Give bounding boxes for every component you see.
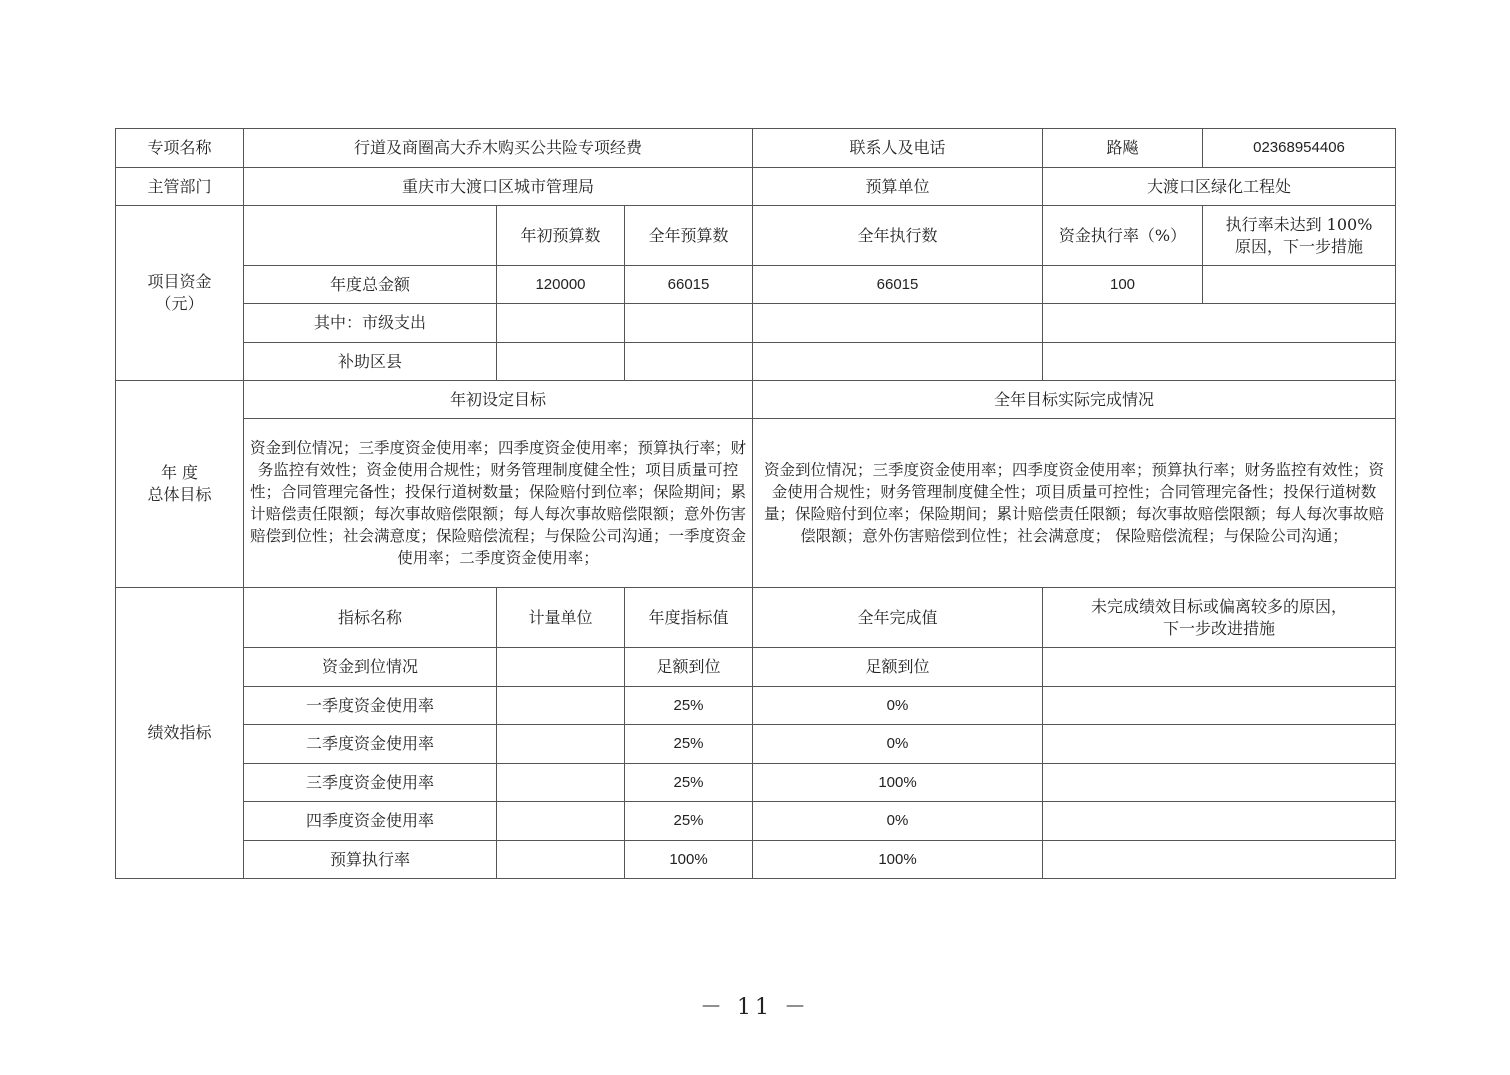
- funds-row-rate: 100: [1043, 266, 1203, 304]
- goals-actual-text: 资金到位情况；三季度资金使用率；四季度资金使用率；预算执行率；财务监控有效性；资金使用合规性；财务管理制度健全性；项目质量可控性；合同管理完备性；投保行道树数量；保险赔付到位率；保险期间；累计赔偿责任限额；每次事故赔偿限额；每人每次事故赔偿限额；意外伤害赔偿到位性；社会满意度； 保险赔偿流程；与保险公司沟通；: [753, 419, 1396, 588]
- goals-actual-header: 全年目标实际完成情况: [753, 381, 1396, 419]
- indicators-col-actual: 全年完成值: [753, 588, 1043, 648]
- indicator-actual: 100%: [753, 841, 1043, 879]
- indicator-name: 资金到位情况: [244, 648, 497, 687]
- funds-row-initial: [497, 343, 625, 381]
- indicator-reason: [1043, 802, 1396, 841]
- indicator-target: 25%: [625, 687, 753, 725]
- contact-name: 路飚: [1043, 129, 1203, 168]
- indicator-unit: [497, 764, 625, 802]
- funds-col-initial: 年初预算数: [497, 206, 625, 266]
- indicators-col-target: 年度指标值: [625, 588, 753, 648]
- funds-section-label: 项目资金 （元）: [116, 206, 244, 381]
- indicator-target: 25%: [625, 802, 753, 841]
- funds-header-blank: [244, 206, 497, 266]
- funds-col-rate: 资金执行率（%）: [1043, 206, 1203, 266]
- funds-row-rate: [1043, 343, 1396, 381]
- indicator-actual: 0%: [753, 725, 1043, 764]
- indicator-target: 100%: [625, 841, 753, 879]
- indicator-target: 25%: [625, 764, 753, 802]
- funds-row-label: 补助区县: [244, 343, 497, 381]
- indicator-name: 一季度资金使用率: [244, 687, 497, 725]
- indicator-name: 四季度资金使用率: [244, 802, 497, 841]
- indicators-section-label: 绩效指标: [116, 588, 244, 879]
- funds-row-annual: [625, 343, 753, 381]
- indicator-reason: [1043, 648, 1396, 687]
- indicator-name: 二季度资金使用率: [244, 725, 497, 764]
- indicator-actual: 0%: [753, 687, 1043, 725]
- funds-row-initial: 120000: [497, 266, 625, 304]
- indicator-unit: [497, 802, 625, 841]
- dept-label: 主管部门: [116, 168, 244, 206]
- indicator-reason: [1043, 764, 1396, 802]
- budget-unit-value: 大渡口区绿化工程处: [1043, 168, 1396, 206]
- indicator-actual: 足额到位: [753, 648, 1043, 687]
- funds-row-rate: [1043, 304, 1396, 343]
- indicator-reason: [1043, 841, 1396, 879]
- budget-unit-label: 预算单位: [753, 168, 1043, 206]
- dept-value: 重庆市大渡口区城市管理局: [244, 168, 753, 206]
- indicators-col-name: 指标名称: [244, 588, 497, 648]
- funds-col-reason: 执行率未达到 100% 原因，下一步措施: [1203, 206, 1396, 266]
- project-name-value: 行道及商圈高大乔木购买公共险专项经费: [244, 129, 753, 168]
- performance-table: [115, 128, 1396, 879]
- indicator-target: 足额到位: [625, 648, 753, 687]
- indicator-actual: 0%: [753, 802, 1043, 841]
- funds-row-annual: 66015: [625, 266, 753, 304]
- funds-row-label: 其中：市级支出: [244, 304, 497, 343]
- goals-initial-header: 年初设定目标: [244, 381, 753, 419]
- funds-row-executed: [753, 343, 1043, 381]
- indicator-reason: [1043, 687, 1396, 725]
- funds-row-initial: [497, 304, 625, 343]
- indicator-name: 三季度资金使用率: [244, 764, 497, 802]
- indicator-unit: [497, 725, 625, 764]
- goals-initial-text: 资金到位情况；三季度资金使用率；四季度资金使用率；预算执行率；财务监控有效性；资金使用合规性；财务管理制度健全性；项目质量可控性；合同管理完备性；投保行道树数量；保险赔付到位率；保险期间；累计赔偿责任限额；每次事故赔偿限额；每人每次事故赔偿限额；意外伤害赔偿到位性；社会满意度；保险赔偿流程；与保险公司沟通；一季度资金使用率；二季度资金使用率；: [244, 419, 753, 588]
- funds-col-executed: 全年执行数: [753, 206, 1043, 266]
- funds-col-annual: 全年预算数: [625, 206, 753, 266]
- contact-label: 联系人及电话: [753, 129, 1043, 168]
- indicator-name: 预算执行率: [244, 841, 497, 879]
- indicator-unit: [497, 841, 625, 879]
- funds-row-executed: 66015: [753, 266, 1043, 304]
- indicator-unit: [497, 687, 625, 725]
- indicators-col-unit: 计量单位: [497, 588, 625, 648]
- contact-phone: 02368954406: [1203, 129, 1396, 168]
- funds-row-label: 年度总金额: [244, 266, 497, 304]
- indicators-col-reason: 未完成绩效目标或偏离较多的原因， 下一步改进措施: [1043, 588, 1396, 648]
- goals-section-label: 年 度 总体目标: [116, 381, 244, 588]
- indicator-reason: [1043, 725, 1396, 764]
- indicator-unit: [497, 648, 625, 687]
- indicator-actual: 100%: [753, 764, 1043, 802]
- funds-row-reason: [1203, 266, 1396, 304]
- indicator-target: 25%: [625, 725, 753, 764]
- page-number: － 11 －: [700, 995, 810, 1020]
- project-name-label: 专项名称: [116, 129, 244, 168]
- funds-row-annual: [625, 304, 753, 343]
- funds-row-executed: [753, 304, 1043, 343]
